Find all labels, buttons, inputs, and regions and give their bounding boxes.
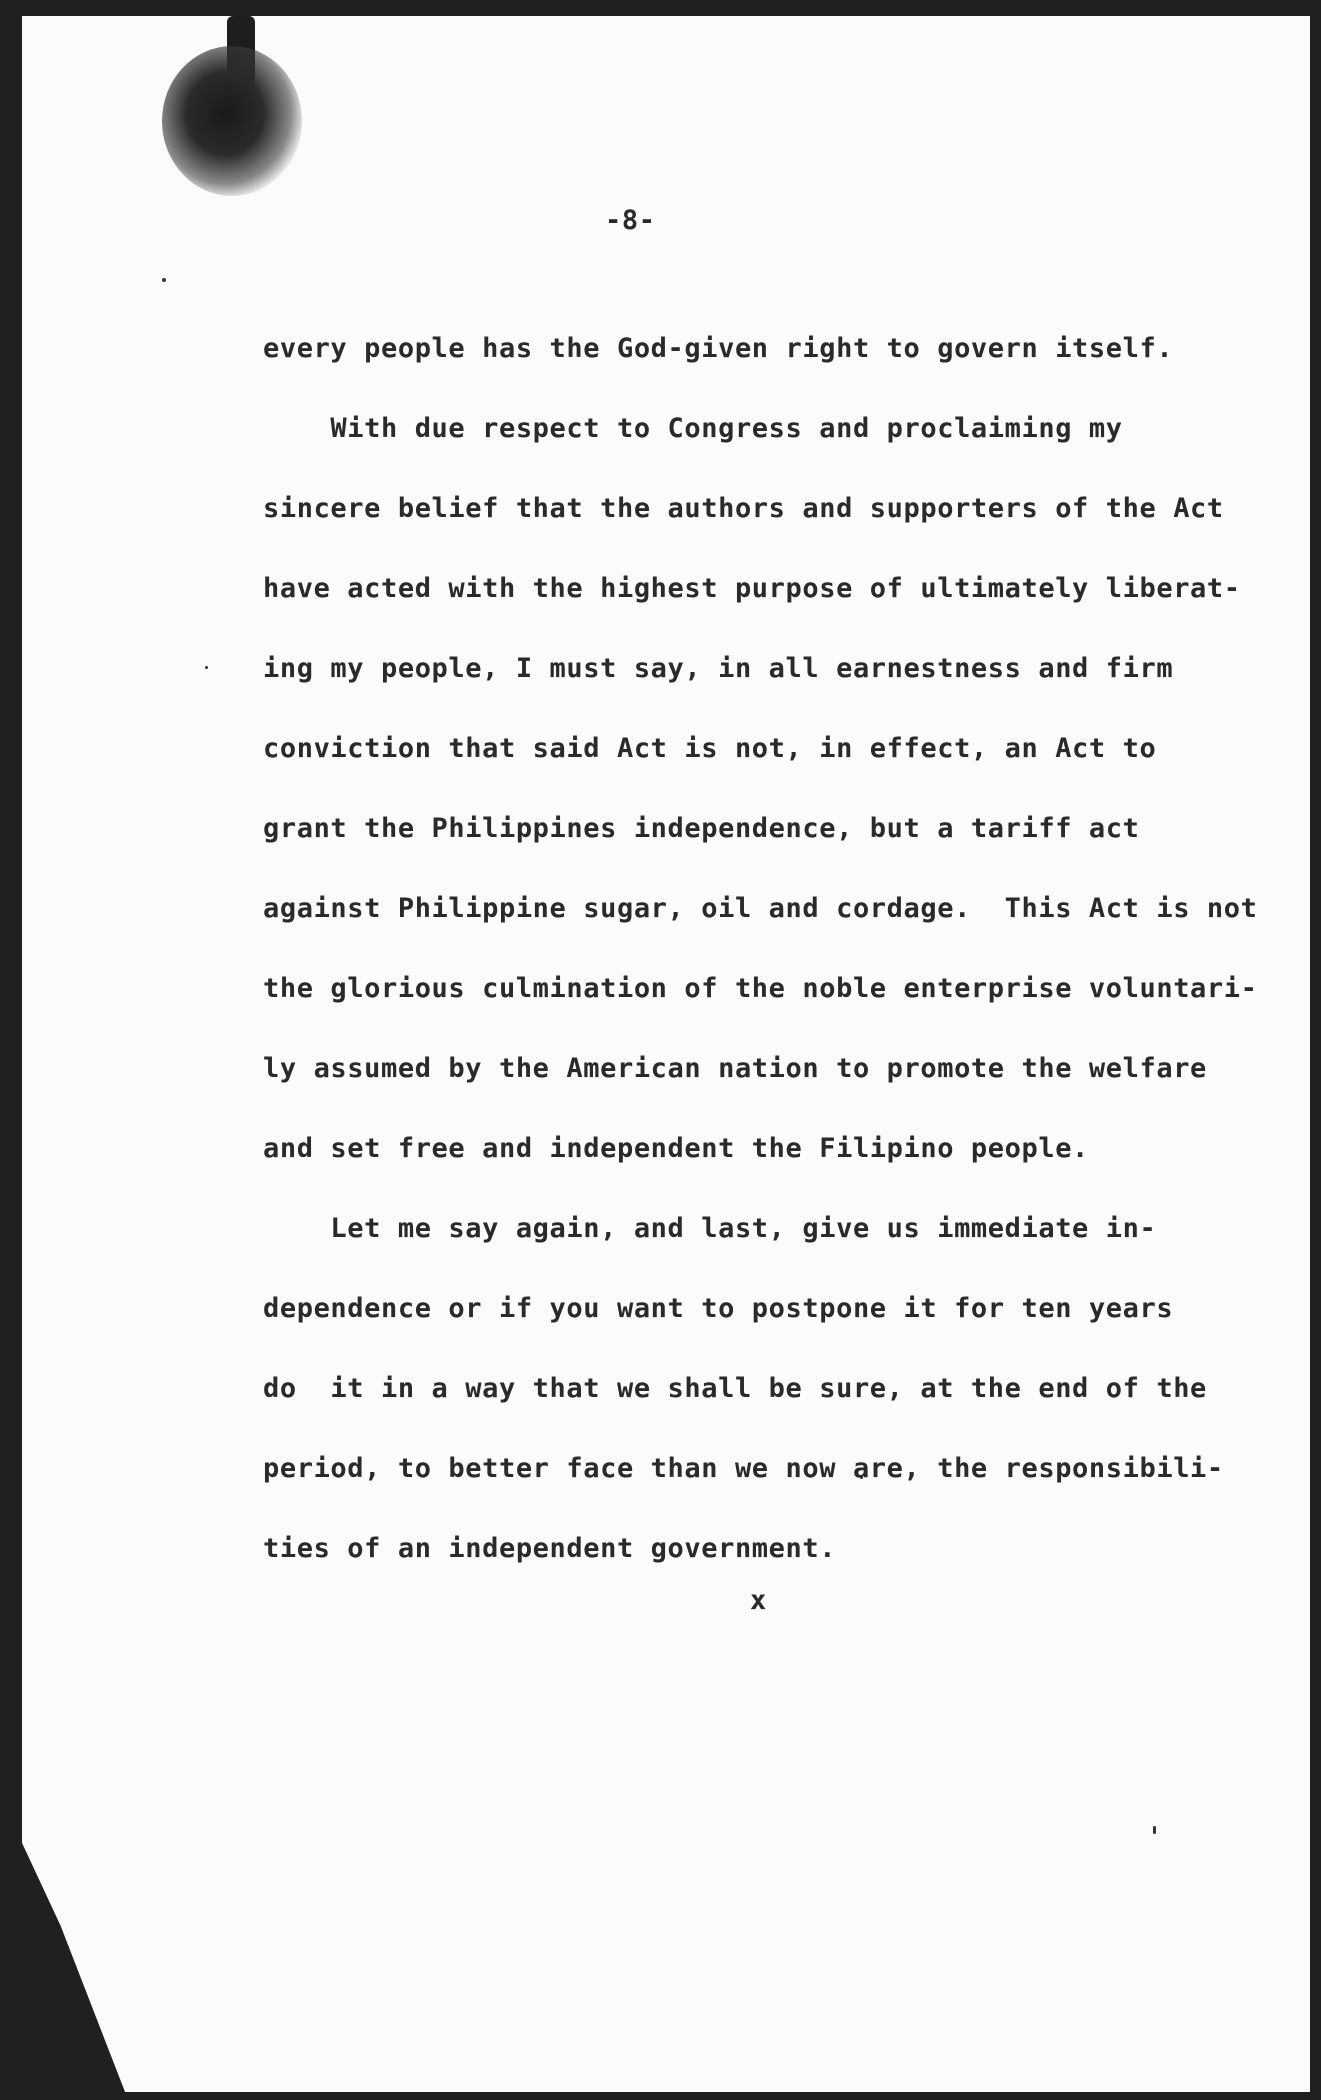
text-line: ing my people, I must say, in all earnestness and firm: [263, 653, 1174, 684]
text-line: against Philippine sugar, oil and cordage. This Act is not: [263, 893, 1258, 924]
text-line: ly assumed by the American nation to promote the welfare: [263, 1053, 1207, 1084]
text-line: do it in a way that we shall be sure, at the end of the: [263, 1373, 1207, 1404]
speck-mark: [1153, 1826, 1156, 1834]
text-line: the glorious culmination of the noble enterprise voluntari-: [263, 973, 1258, 1004]
speck-mark: [162, 278, 166, 282]
text-line: have acted with the highest purpose of ultimately liberat-: [263, 573, 1241, 604]
end-mark: x: [750, 1585, 767, 1616]
text-line: Let me say again, and last, give us immediate in-: [263, 1213, 1157, 1244]
text-line: every people has the God-given right to govern itself.: [263, 333, 1174, 364]
speck-mark: [205, 666, 208, 669]
text-line: grant the Philippines independence, but a tariff act: [263, 813, 1140, 844]
text-line: and set free and independent the Filipino people.: [263, 1133, 1089, 1164]
text-line: dependence or if you want to postpone it for ten years: [263, 1293, 1174, 1324]
text-line: conviction that said Act is not, in effect, an Act to: [263, 733, 1157, 764]
page-number: -8-: [605, 205, 656, 236]
text-line: ties of an independent government.: [263, 1533, 837, 1564]
ink-blot: [162, 46, 302, 196]
text-line: With due respect to Congress and proclaiming my: [263, 413, 1123, 444]
text-line: sincere belief that the authors and supporters of the Act: [263, 493, 1224, 524]
text-line: period, to better face than we now are, the responsibili-: [263, 1453, 1224, 1484]
